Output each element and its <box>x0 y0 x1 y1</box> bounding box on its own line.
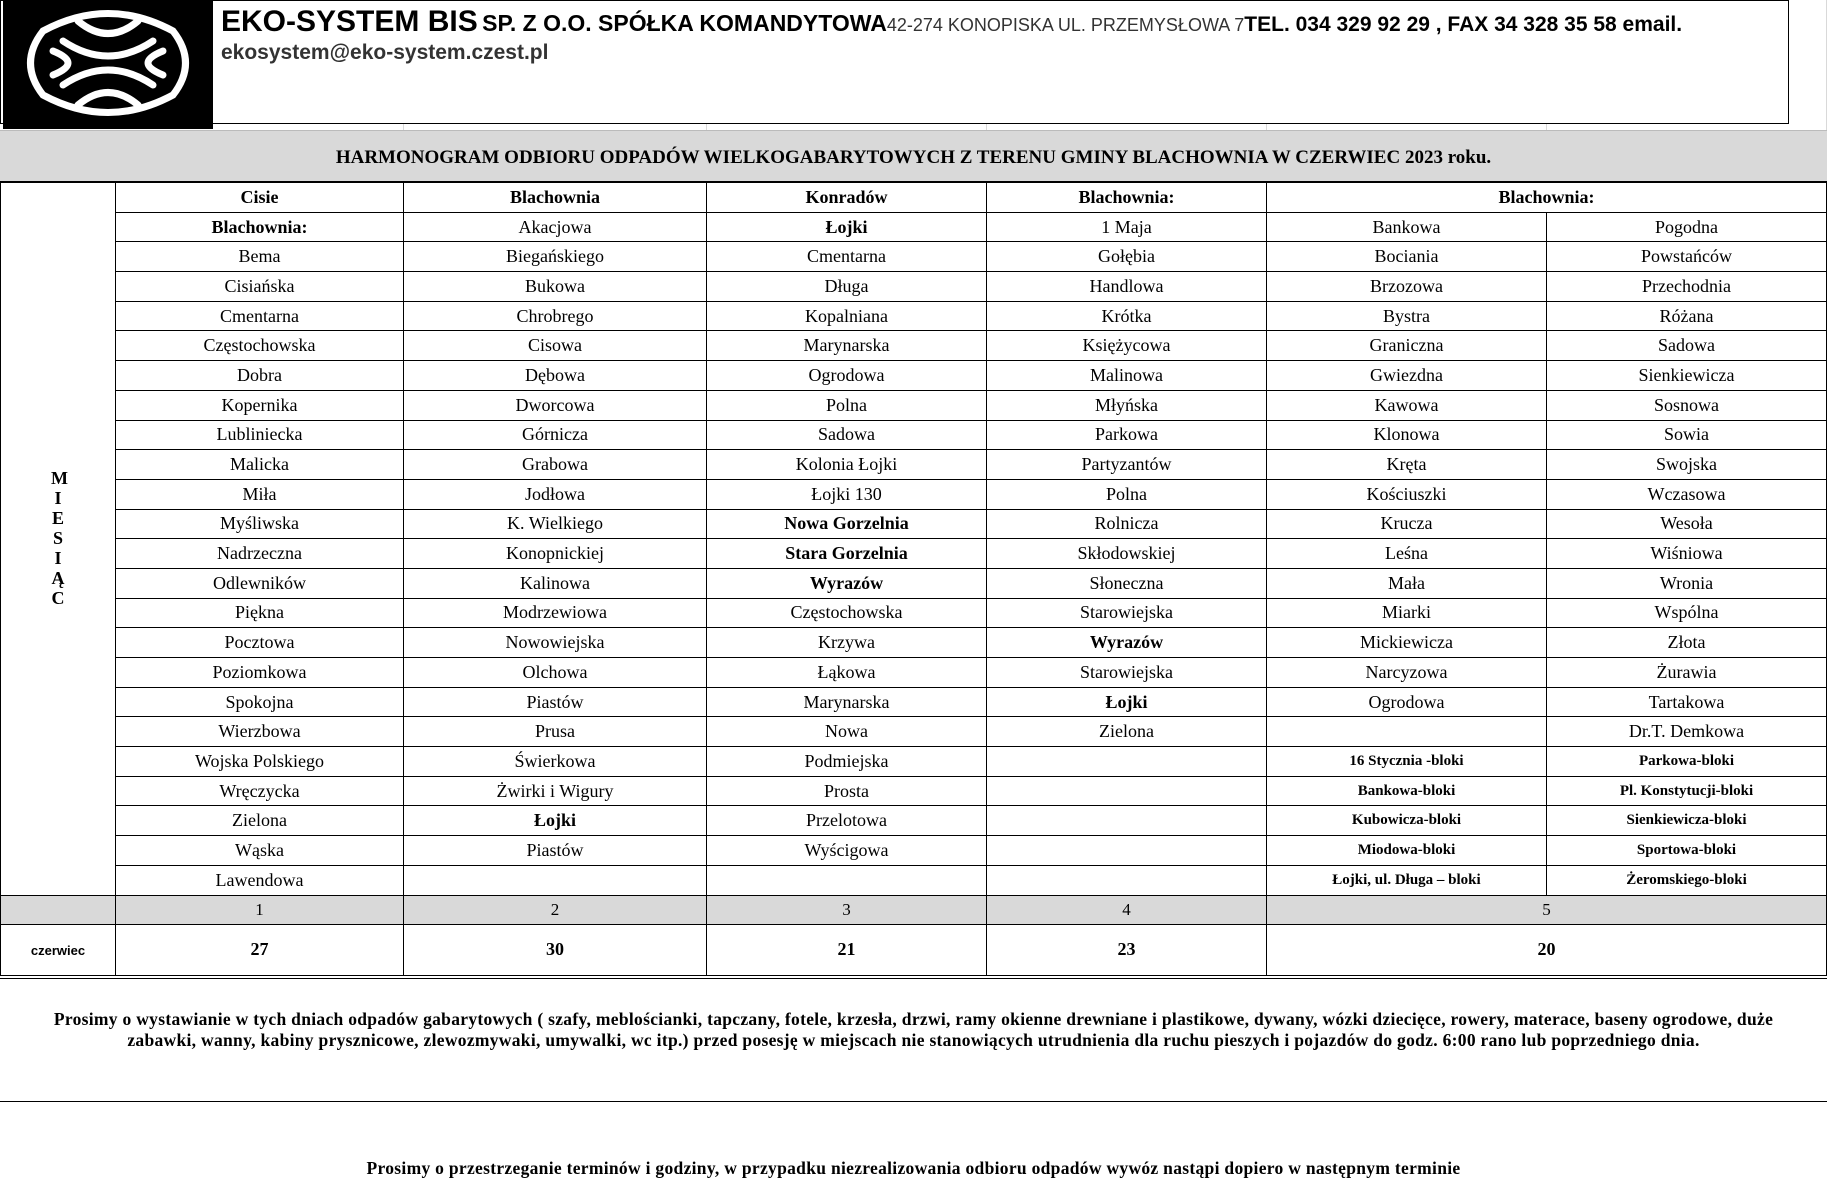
schedule-table <box>0 182 1827 976</box>
schedule-row <box>1 420 1827 450</box>
side-letter: I <box>54 548 62 569</box>
column-number: 5 <box>1267 895 1827 924</box>
street-cell: Piękna <box>116 598 404 628</box>
month-label <box>1 924 116 975</box>
street-cell: Gwiezdna <box>1267 361 1547 391</box>
street-cell: Księżycowa <box>987 331 1267 361</box>
pickup-date-row <box>1 924 1827 975</box>
street-cell: Olchowa <box>404 658 707 688</box>
street-cell: Leśna <box>1267 539 1547 569</box>
street-cell: Poziomkowa <box>116 658 404 688</box>
street-cell: Długa <box>707 272 987 302</box>
street-cell: Krucza <box>1267 509 1547 539</box>
street-cell: Cisowa <box>404 331 707 361</box>
company-info <box>221 5 1781 66</box>
street-cell <box>987 806 1267 836</box>
street-cell: Dworcowa <box>404 390 707 420</box>
street-cell: Graniczna <box>1267 331 1547 361</box>
schedule-row <box>1 479 1827 509</box>
street-cell: Częstochowska <box>116 331 404 361</box>
street-cell: Starowiejska <box>987 658 1267 688</box>
street-cell: Kubowicza-bloki <box>1267 806 1547 836</box>
street-cell: Dębowa <box>404 361 707 391</box>
street-cell: 1 Maja <box>987 212 1267 242</box>
street-cell: Akacjowa <box>404 212 707 242</box>
street-cell: Chrobrego <box>404 301 707 331</box>
street-cell: Sienkiewicza <box>1547 361 1827 391</box>
schedule-row <box>1 717 1827 747</box>
company-address: 42-274 KONOPISKA UL. PRZEMYSŁOWA 7 <box>886 15 1245 35</box>
street-cell: Piastów <box>404 687 707 717</box>
street-cell: Krótka <box>987 301 1267 331</box>
street-cell: Górnicza <box>404 420 707 450</box>
column-number: 1 <box>116 895 404 924</box>
schedule-row <box>1 539 1827 569</box>
street-cell: Łąkowa <box>707 658 987 688</box>
side-letter: Ą <box>51 568 65 589</box>
street-cell: Krzywa <box>707 628 987 658</box>
schedule-row <box>1 509 1827 539</box>
street-cell: Nadrzeczna <box>116 539 404 569</box>
street-cell <box>987 776 1267 806</box>
schedule-row <box>1 390 1827 420</box>
schedule-row <box>1 301 1827 331</box>
street-cell: Łojki <box>404 806 707 836</box>
street-cell: Nowa Gorzelnia <box>707 509 987 539</box>
street-cell: Brzozowa <box>1267 272 1547 302</box>
street-cell: Powstańców <box>1547 242 1827 272</box>
pickup-date: 21 <box>707 924 987 975</box>
knot-logo-icon <box>3 1 213 125</box>
street-cell: Sportowa-bloki <box>1547 836 1827 866</box>
pickup-date: 23 <box>987 924 1267 975</box>
street-cell: Zielona <box>116 806 404 836</box>
column-number: 3 <box>707 895 987 924</box>
street-cell <box>987 836 1267 866</box>
side-letter: E <box>51 508 64 529</box>
street-cell: Sowia <box>1547 420 1827 450</box>
street-cell: Bema <box>116 242 404 272</box>
street-cell: Parkowa <box>987 420 1267 450</box>
street-cell: Handlowa <box>987 272 1267 302</box>
month-name: czerwiec <box>30 943 86 958</box>
street-cell: Kawowa <box>1267 390 1547 420</box>
street-cell: Wiśniowa <box>1547 539 1827 569</box>
column-number: 4 <box>987 895 1267 924</box>
street-cell <box>987 865 1267 895</box>
street-cell: Stara Gorzelnia <box>707 539 987 569</box>
street-cell: Grabowa <box>404 450 707 480</box>
schedule-row <box>1 598 1827 628</box>
street-cell: Gołębia <box>987 242 1267 272</box>
street-cell: Dobra <box>116 361 404 391</box>
side-letter: M <box>51 468 68 489</box>
deadline-note <box>0 1102 1827 1183</box>
schedule-row <box>1 687 1827 717</box>
street-cell: Biegańskiego <box>404 242 707 272</box>
schedule-row <box>1 272 1827 302</box>
street-cell: Słoneczna <box>987 568 1267 598</box>
schedule-row <box>1 568 1827 598</box>
street-cell: Złota <box>1547 628 1827 658</box>
side-letter: S <box>52 528 63 549</box>
street-cell: Łojki, ul. Długa – bloki <box>1267 865 1547 895</box>
street-cell: Modrzewiowa <box>404 598 707 628</box>
street-cell: Wąska <box>116 836 404 866</box>
deadline-text: Prosimy o przestrzeganie terminów i godziny, w przypadku niezrealizowania odbioru odpadów wywóz nastąpi dopiero w następnym terminie <box>366 1158 1461 1178</box>
instructions-note <box>0 978 1827 1102</box>
street-cell: Sienkiewicza-bloki <box>1547 806 1827 836</box>
street-cell: Kopalniana <box>707 301 987 331</box>
instructions-text: Prosimy o wystawianie w tych dniach odpadów gabarytowych ( szafy, meblościanki, tapczany, fotele, krzesła, drzwi, ramy okienne drewniane i plastikowe, dywany, wózki dziecięce, rowery, materace, baseny ogrodowe, duże zabawki, wanny, kabiny prysznicowe, zlewozmywaki, umywalki, wc itp.) przed posesję w miejscach nie stanowiących utrudnienia dla ruchu pieszych i pojazdów do godz. 6:00 rano lub poprzedniego dnia. <box>53 1009 1774 1050</box>
street-cell: Żurawia <box>1547 658 1827 688</box>
street-cell: Miła <box>116 479 404 509</box>
column-number: 2 <box>404 895 707 924</box>
street-cell: Konradów <box>707 183 987 213</box>
street-cell: Ogrodowa <box>707 361 987 391</box>
side-letter: I <box>54 488 62 509</box>
street-cell: Wspólna <box>1547 598 1827 628</box>
company-contact: TEL. 034 329 92 29 , FAX 34 328 35 58 email. <box>1244 13 1683 36</box>
street-cell: Sadowa <box>707 420 987 450</box>
street-cell: K. Wielkiego <box>404 509 707 539</box>
street-cell: Myśliwska <box>116 509 404 539</box>
pickup-date: 27 <box>116 924 404 975</box>
street-cell: Łojki <box>987 687 1267 717</box>
street-cell: Cmentarna <box>707 242 987 272</box>
street-cell: Odlewników <box>116 568 404 598</box>
schedule-row <box>1 865 1827 895</box>
street-cell: Kolonia Łojki <box>707 450 987 480</box>
empty-cell <box>1 895 116 924</box>
street-cell: 16 Stycznia -bloki <box>1267 747 1547 777</box>
street-cell: Marynarska <box>707 687 987 717</box>
street-cell: Wyrazów <box>987 628 1267 658</box>
street-cell: Bukowa <box>404 272 707 302</box>
street-cell: Blachownia: <box>1267 183 1827 213</box>
schedule-row <box>1 806 1827 836</box>
street-cell: Miodowa-bloki <box>1267 836 1547 866</box>
street-cell: Jodłowa <box>404 479 707 509</box>
schedule-row <box>1 658 1827 688</box>
street-cell: Wesoła <box>1547 509 1827 539</box>
street-cell: Mickiewicza <box>1267 628 1547 658</box>
street-cell: Partyzantów <box>987 450 1267 480</box>
schedule-row <box>1 776 1827 806</box>
company-email: ekosystem@eko-system.czest.pl <box>221 41 549 64</box>
street-cell: Spokojna <box>116 687 404 717</box>
street-cell: Sadowa <box>1547 331 1827 361</box>
street-cell: Kościuszki <box>1267 479 1547 509</box>
street-cell: Żwirki i Wigury <box>404 776 707 806</box>
street-cell: Malicka <box>116 450 404 480</box>
street-cell: Klonowa <box>1267 420 1547 450</box>
street-cell: Cisie <box>116 183 404 213</box>
schedule-row <box>1 361 1827 391</box>
schedule-row <box>1 836 1827 866</box>
street-cell: Żeromskiego-bloki <box>1547 865 1827 895</box>
pickup-date: 30 <box>404 924 707 975</box>
street-cell <box>707 865 987 895</box>
schedule-row <box>1 450 1827 480</box>
street-cell <box>404 865 707 895</box>
schedule-row <box>1 212 1827 242</box>
company-header <box>0 0 1789 124</box>
street-cell: Rolnicza <box>987 509 1267 539</box>
street-cell: Polna <box>707 390 987 420</box>
street-cell: Świerkowa <box>404 747 707 777</box>
street-cell: Swojska <box>1547 450 1827 480</box>
street-cell: Lubliniecka <box>116 420 404 450</box>
pickup-date: 20 <box>1267 924 1827 975</box>
street-cell: Ogrodowa <box>1267 687 1547 717</box>
street-cell: Kalinowa <box>404 568 707 598</box>
street-cell: Lawendowa <box>116 865 404 895</box>
street-cell: Wręczycka <box>116 776 404 806</box>
street-cell: Piastów <box>404 836 707 866</box>
street-cell: Bystra <box>1267 301 1547 331</box>
street-cell: Polna <box>987 479 1267 509</box>
street-cell: Łojki <box>707 212 987 242</box>
street-cell: Młyńska <box>987 390 1267 420</box>
street-cell: Tartakowa <box>1547 687 1827 717</box>
street-cell: Konopnickiej <box>404 539 707 569</box>
street-cell: Sosnowa <box>1547 390 1827 420</box>
month-side-label <box>1 183 116 896</box>
column-number-row <box>1 895 1827 924</box>
street-cell: Marynarska <box>707 331 987 361</box>
street-cell: Blachownia <box>404 183 707 213</box>
street-cell: Podmiejska <box>707 747 987 777</box>
street-cell: Łojki 130 <box>707 479 987 509</box>
schedule-row <box>1 628 1827 658</box>
street-cell: Wyścigowa <box>707 836 987 866</box>
street-cell: Kręta <box>1267 450 1547 480</box>
street-cell <box>987 747 1267 777</box>
company-logo <box>3 1 213 129</box>
street-cell: Wczasowa <box>1547 479 1827 509</box>
street-cell: Cisiańska <box>116 272 404 302</box>
schedule-title: HARMONOGRAM ODBIORU ODPADÓW WIELKOGABARYTOWYCH Z TERENU GMINY BLACHOWNIA W CZERWIEC 2023 roku. <box>335 147 1492 168</box>
company-name: EKO-SYSTEM BIS <box>221 5 478 38</box>
street-cell: Różana <box>1547 301 1827 331</box>
street-cell: Bociania <box>1267 242 1547 272</box>
street-cell: Wojska Polskiego <box>116 747 404 777</box>
street-cell: Nowa <box>707 717 987 747</box>
street-cell: Zielona <box>987 717 1267 747</box>
street-cell: Pl. Konstytucji-bloki <box>1547 776 1827 806</box>
schedule-title-bar <box>0 130 1827 182</box>
street-cell: Prusa <box>404 717 707 747</box>
street-cell: Parkowa-bloki <box>1547 747 1827 777</box>
street-cell: Pocztowa <box>116 628 404 658</box>
street-cell: Bankowa <box>1267 212 1547 242</box>
street-cell: Wyrazów <box>707 568 987 598</box>
street-cell: Nowowiejska <box>404 628 707 658</box>
company-legal-form: SP. Z O.O. SPÓŁKA KOMANDYTOWA <box>482 10 887 36</box>
street-cell <box>1267 717 1547 747</box>
vertical-month-label <box>51 468 68 609</box>
schedule-row <box>1 183 1827 213</box>
street-cell: Narcyzowa <box>1267 658 1547 688</box>
street-cell: Skłodowskiej <box>987 539 1267 569</box>
street-cell: Przelotowa <box>707 806 987 836</box>
schedule-row <box>1 242 1827 272</box>
street-cell: Blachownia: <box>987 183 1267 213</box>
street-cell: Malinowa <box>987 361 1267 391</box>
street-cell: Cmentarna <box>116 301 404 331</box>
street-cell: Przechodnia <box>1547 272 1827 302</box>
street-cell: Wierzbowa <box>116 717 404 747</box>
side-letter: C <box>51 588 65 609</box>
street-cell: Kopernika <box>116 390 404 420</box>
street-cell: Blachownia: <box>116 212 404 242</box>
street-cell: Pogodna <box>1547 212 1827 242</box>
schedule-row <box>1 747 1827 777</box>
street-cell: Prosta <box>707 776 987 806</box>
street-cell: Częstochowska <box>707 598 987 628</box>
street-cell: Miarki <box>1267 598 1547 628</box>
schedule-row <box>1 331 1827 361</box>
street-cell: Wronia <box>1547 568 1827 598</box>
street-cell: Mała <box>1267 568 1547 598</box>
street-cell: Starowiejska <box>987 598 1267 628</box>
street-cell: Bankowa-bloki <box>1267 776 1547 806</box>
street-cell: Dr.T. Demkowa <box>1547 717 1827 747</box>
